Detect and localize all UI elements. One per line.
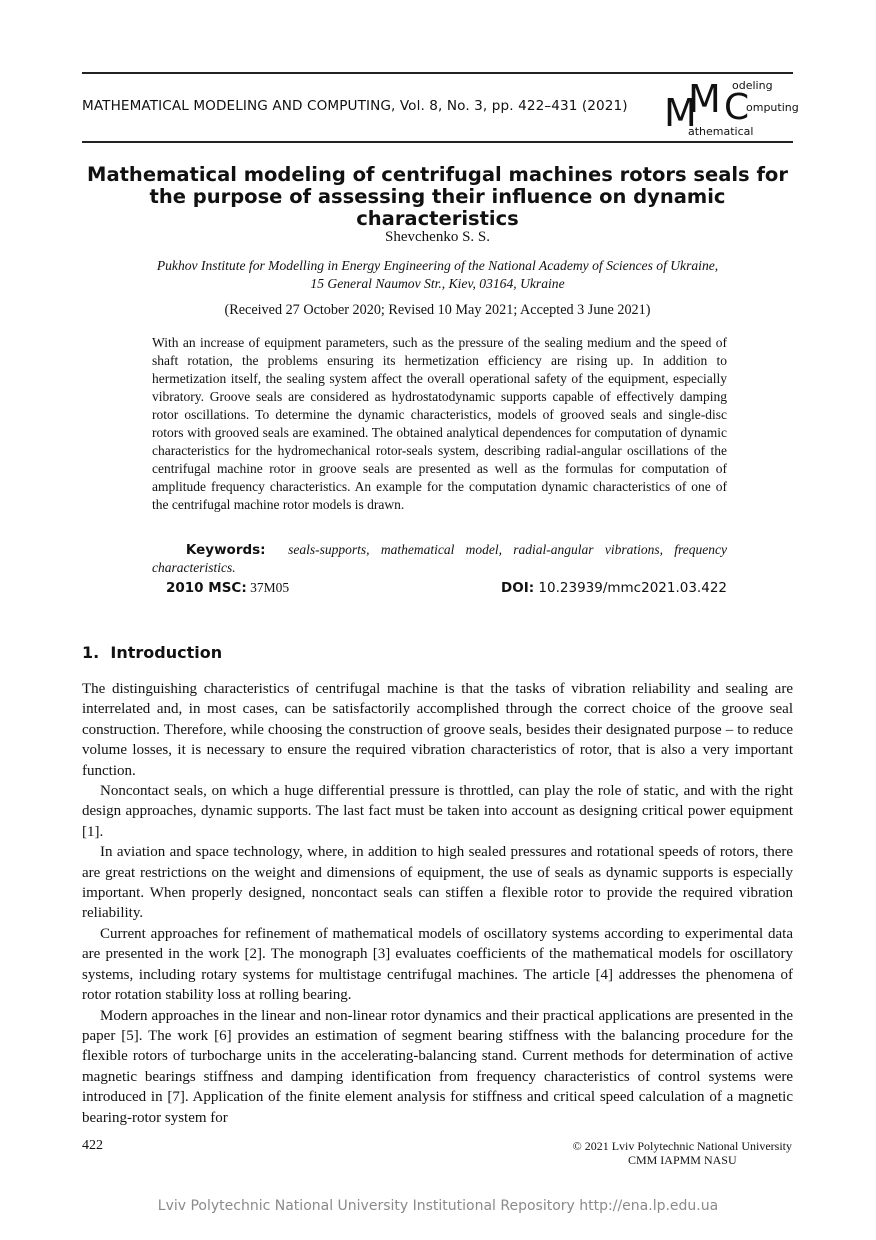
affiliation-line: 15 General Naumov Str., Kiev, 03164, Ukraine	[310, 275, 565, 291]
msc-value: 37M05	[250, 580, 290, 595]
msc-code	[166, 580, 289, 596]
doi	[501, 580, 727, 596]
body-text	[82, 679, 793, 1128]
affiliation	[82, 257, 793, 292]
journal-logo: M M C odeling omputing athematical	[664, 77, 799, 138]
repository-footer: Lviv Polytechnic National University Institutional Repository http://ena.lp.edu.ua	[157, 1198, 719, 1214]
paragraph: Current approaches for refinement of mathematical models of oscillatory systems according to experimental data are presented in the work [2]. The monograph [3] evaluates coefficients of the mathematical models for oscillatory systems, including rotary systems for multistage centrifugal machines. The article [4] addresses the phenomena of rotor rotation stability loss at rolling bearing.	[82, 925, 793, 1004]
doi-label: DOI:	[501, 580, 535, 596]
copyright-line: CMM IAPMM NASU	[627, 1153, 737, 1167]
paragraph: Noncontact seals, on which a huge differential pressure is throttled, can play the role of static, and with the right design approaches, dynamic supports. The last fact must be taken into account as designing critical power equipment [1].	[82, 783, 793, 840]
affiliation-line: Pukhov Institute for Modelling in Energy Engineering of the National Academy of Sciences of Ukraine,	[156, 258, 719, 273]
paragraph: The distinguishing characteristics of centrifugal machine is that the tasks of vibration reliability and sealing are interrelated and, in most cases, can be satisfactorily accomplished through the correct choice of the groove seal construction. Therefore, while choosing the construction of groove seals, besides their designated purpose – to reduce volume losses, it is necessary to ensure the required vibration characteristics of rotor, that is also a very important function.	[82, 681, 793, 779]
keywords	[152, 541, 727, 577]
section-heading	[82, 643, 222, 662]
paragraph: In aviation and space technology, where, in addition to high sealed pressures and rotational speeds of rotors, there are great restrictions on the weight and dimensions of equipment, the use of seals as dynamic supports is especially important. When properly designed, noncontact seals can stiffen a flexible rotor to provide the required vibration reliability.	[82, 844, 793, 922]
abstract: With an increase of equipment parameters, such as the pressure of the sealing medium and the speed of shaft rotation, the problems ensuring its hermetization efficiency are rising up. In addition to hermetization itself, the sealing system affect the overall operational safety of the equipment, especially vibratory. Groove seals are considered as hydrostatodynamic supports capable of effectively damping rotor oscillations. To determine the dynamic characteristics, models of grooved seals and single-disc rotors with grooved seals are examined. The obtained analytical dependences for computation of dynamic characteristics for the hydromechanical rotor-seals system, describing radial-angular oscillations of the centrifugal machine rotor in groove seals are presented as well as the formulas for computation of amplitude frequency characteristics. An example for the computation dynamic characteristics of one of the centrifugal machine rotor models is drawn.	[152, 335, 727, 512]
author: Shevchenko S. S.	[385, 229, 490, 245]
keywords-label: Keywords:	[185, 542, 266, 558]
received-dates: (Received 27 October 2020; Revised 10 May 2021; Accepted 3 June 2021)	[224, 302, 651, 318]
keywords-value: seals-supports, mathematical model, radial-angular vibrations, frequency characteristics.	[152, 542, 727, 575]
msc-label: 2010 MSC:	[166, 580, 247, 596]
section-number: 1.	[82, 643, 100, 662]
paper-title: Mathematical modeling of centrifugal machines rotors seals for the purpose of assessing their influence on dynamic characteristics	[87, 163, 788, 230]
section-title: Introduction	[110, 643, 223, 662]
copyright	[573, 1139, 792, 1167]
journal-header: MATHEMATICAL MODELING AND COMPUTING, Vol. 8, No. 3, pp. 422–431 (2021)	[82, 98, 628, 114]
copyright-line: © 2021 Lviv Polytechnic National University	[572, 1139, 792, 1153]
paragraph: Modern approaches in the linear and non-linear rotor dynamics and their practical applications are presented in the paper [5]. The work [6] provides an estimation of segment bearing stiffness with the balancing procedure for the flexible rotors of turbocharge units in the accelerating-balancing stand. Current methods for determination of active magnetic bearings stiffness and damping identification from frequency characteristics of control systems were introduced in [7]. Application of the finite element analysis for stiffness and critical speed calculation of a magnetic bearing-rotor system for	[82, 1007, 793, 1126]
page-number: 422	[82, 1138, 103, 1153]
doi-value: 10.23939/mmc2021.03.422	[538, 580, 727, 596]
header-bottom-rule	[82, 141, 793, 143]
top-rule	[82, 72, 793, 74]
